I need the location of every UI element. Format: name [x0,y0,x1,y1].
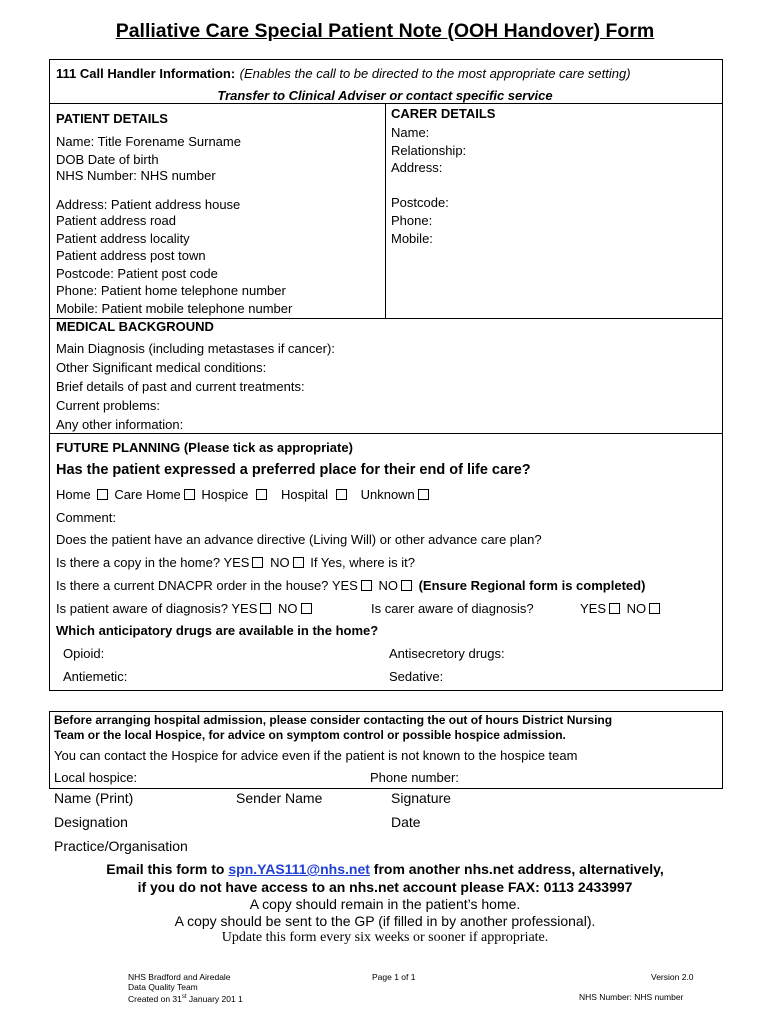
dnacpr-no-checkbox[interactable] [401,580,412,591]
option-care-home-label: Care Home [114,487,181,502]
medical-line: Brief details of past and current treatments: [56,379,305,394]
footer-version: Version 2.0 [651,972,694,982]
option-home-label: Home [56,487,91,502]
copy-gp-line: A copy should be sent to the GP (if filled in by another professional). [174,913,596,929]
option-unknown-label: Unknown [360,487,415,502]
no-label: NO [378,578,398,593]
admission-line-3: You can contact the Hospice for advice even if the patient is not known to the hospice team [54,748,578,763]
dnacpr-yes-checkbox[interactable] [361,580,372,591]
dnacpr-question: Is there a current DNACPR order in the house? [56,578,329,593]
email-suffix: from another nhs.net address, alternatively, [373,861,664,877]
carer-phone: Phone: [391,213,433,228]
future-divider [49,433,723,434]
patient-road: Patient address road [56,213,176,228]
preferred-place-options [56,486,432,503]
admission-line-2: Team or the local Hospice, for advice on symptom control or possible hospice admission. [54,728,566,742]
footer-created-sup: st [181,994,187,1000]
yes-label: YES [223,555,250,570]
option-hospital-label: Hospital [281,487,328,502]
copy-home-line: A copy should remain in the patient’s home. [249,896,521,912]
patient-aware-line [56,600,315,617]
footer-created-prefix: Created on 31 [128,993,182,1004]
call-handler-label: 111 Call Handler Information [56,66,231,81]
patient-nhs-number: NHS Number: NHS number [56,168,216,183]
no-label: NO [626,601,647,616]
call-handler-line [56,65,631,83]
footer-page: Page 1 of 1 [372,972,416,982]
footer-nhs-number: NHS Number: NHS number [579,992,684,1002]
hospital-checkbox[interactable] [336,489,347,500]
medical-line: Main Diagnosis (including metastases if cancer): [56,341,335,356]
footer-org-1: NHS Bradford and Airedale [128,972,231,982]
patient-mobile: Mobile: Patient mobile telephone number [56,301,293,316]
patient-name: Name: Title Forename Surname [56,134,241,149]
sedative-label: Sedative: [389,669,444,684]
patient-postcode: Postcode: Patient post code [56,266,218,281]
footer-created [128,992,243,1004]
call-handler-colon: : [230,66,236,81]
carer-aware-question: Is carer aware of diagnosis? [371,601,534,616]
copy-in-home-question: Is there a copy in the home? [56,555,221,570]
carer-name: Name: [391,125,430,140]
fax-line: if you do not have access to an nhs.net account please FAX: 0113 2433997 [137,879,633,895]
patient-carer-divider [385,104,386,318]
footer-org-2: Data Quality Team [128,982,198,992]
admission-line-1: Before arranging hospital admission, please consider contacting the out of hours District Nursing [54,713,613,727]
update-line: Update this form every six weeks or sooner if appropriate. [221,930,549,945]
yes-label: YES [231,601,258,616]
antisecretory-label: Antisecretory drugs: [389,646,505,661]
patient-aware-yes-checkbox[interactable] [260,603,271,614]
email-prefix: Email this form to [106,861,225,877]
page-title: Palliative Care Special Patient Note (OOH Handover) Form [115,20,655,42]
anticipatory-drugs-question: Which anticipatory drugs are available in the home? [56,623,379,638]
copy-in-home-line [56,554,415,571]
comment-label: Comment: [56,510,116,525]
copy-yes-checkbox[interactable] [252,557,263,568]
no-label: NO [270,555,290,570]
medical-heading: MEDICAL BACKGROUND [56,319,214,334]
name-print-label: Name (Print) [54,790,134,806]
copy-no-checkbox[interactable] [293,557,304,568]
patient-heading: PATIENT DETAILS [56,111,168,126]
practice-label: Practice/Organisation [54,838,188,854]
designation-label: Designation [54,814,128,830]
yes-label: YES [580,601,607,616]
email-link[interactable]: spn.YAS111@nhs.net [228,861,370,877]
signature-label: Signature [391,790,451,806]
antiemetic-label: Antiemetic: [63,669,128,684]
carer-aware-yes-checkbox[interactable] [609,603,620,614]
carer-address: Address: [391,160,443,175]
no-label: NO [278,601,298,616]
medical-line: Other Significant medical conditions: [56,360,267,375]
preferred-place-question: Has the patient expressed a preferred place for their end of life care? [56,462,531,478]
patient-dob: DOB Date of birth [56,152,159,167]
advance-directive-question: Does the patient have an advance directive (Living Will) or other advance care plan? [56,532,542,547]
patient-address: Address: Patient address house [56,197,241,212]
patient-aware-question: Is patient aware of diagnosis? [56,601,228,616]
future-heading: FUTURE PLANNING (Please tick as appropriate) [56,440,353,455]
call-handler-description: (Enables the call to be directed to the most appropriate care setting) [239,66,631,81]
option-hospice-label: Hospice [201,487,249,502]
local-hospice-label: Local hospice: [54,770,138,785]
opioid-label: Opioid: [63,646,105,661]
carer-aware-options [580,600,663,617]
hospice-phone-label: Phone number: [370,770,459,785]
copy-where-label: If Yes, where is it? [310,555,415,570]
sender-name-label: Sender Name [236,790,323,806]
care-home-checkbox[interactable] [184,489,195,500]
patient-phone: Phone: Patient home telephone number [56,283,286,298]
date-label: Date [391,814,421,830]
patient-locality: Patient address locality [56,231,190,246]
home-checkbox[interactable] [97,489,108,500]
unknown-checkbox[interactable] [418,489,429,500]
transfer-text: Transfer to Clinical Adviser or contact specific service [217,88,553,103]
medical-line: Any other information: [56,417,184,432]
carer-aware-no-checkbox[interactable] [649,603,660,614]
dnacpr-line [56,577,645,594]
patient-aware-no-checkbox[interactable] [301,603,312,614]
footer-created-suffix: January 201 1 [186,993,243,1004]
yes-label: YES [331,578,358,593]
medical-line: Current problems: [56,398,161,413]
email-line-1 [0,861,770,877]
carer-heading: CARER DETAILS [391,106,496,121]
carer-postcode: Postcode: [391,195,449,210]
dnacpr-note: (Ensure Regional form is completed) [418,578,646,593]
carer-relationship: Relationship: [391,143,467,158]
hospice-checkbox[interactable] [256,489,267,500]
patient-town: Patient address post town [56,248,206,263]
carer-mobile: Mobile: [391,231,433,246]
